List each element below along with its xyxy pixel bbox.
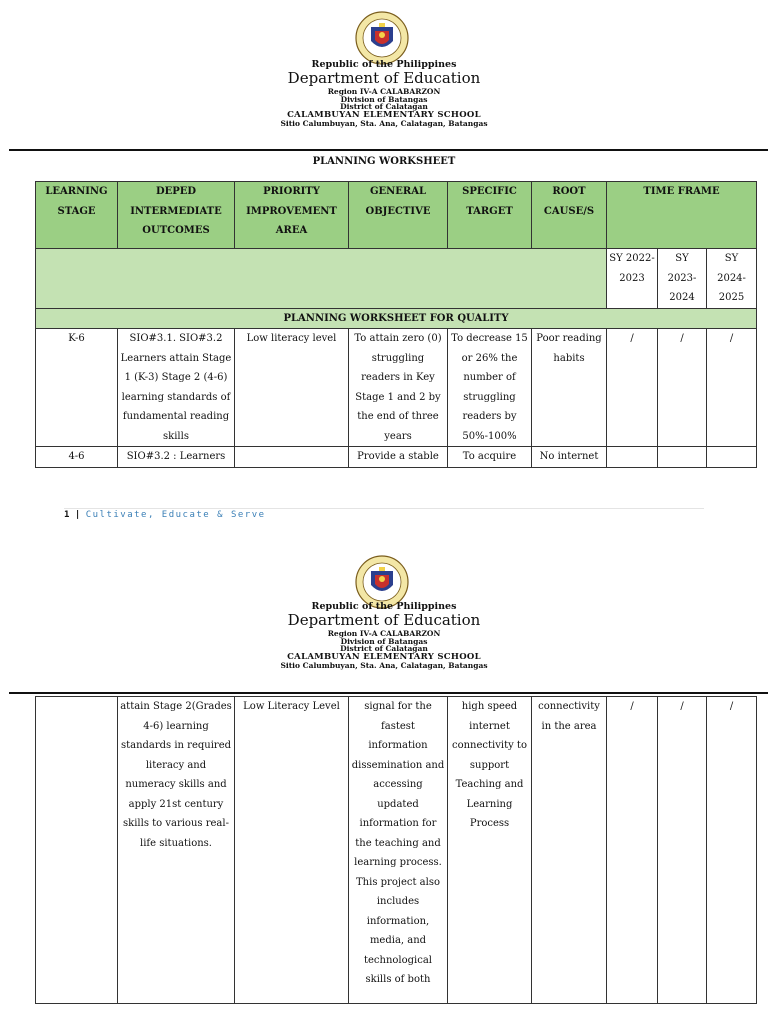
cell-stage: 4-6 [36,447,118,468]
republic-label: Republic of the Philippines [311,601,457,612]
header-sy-2024: SY 2024-2025 [707,249,757,309]
letterhead [0,602,768,670]
subheader-blank [36,249,607,309]
planning-table [35,181,757,468]
table-header-row [36,182,757,249]
header-root-cause: ROOT CAUSE/S [532,182,607,249]
page-number: 1 [64,510,70,520]
header-priority-area: PRIORITY IMPROVEMENT AREA [235,182,349,249]
cell-objective: signal for the fastest information dissemination and accessing updated information for the teaching and learning process. This project also includes information, media, and technological skills of both [349,697,448,1004]
cell-priority [235,447,349,468]
cell-objective: Provide a stable [349,447,448,468]
cell-target: To acquire [448,447,532,468]
region-label: Region IV-A CALABARZON [327,628,441,638]
department-title: Department of Education [287,610,481,629]
division-label: Division of Batangas [340,94,428,104]
cell-timeframe-3 [707,447,757,468]
header-deped-outcomes: DEPED INTERMEDIATE OUTCOMES [118,182,235,249]
cell-timeframe-1: / [607,697,658,1004]
cell-cause: No internet [532,447,607,468]
cell-outcome: SIO#3.2 : Learners [118,447,235,468]
header-rule [9,692,768,694]
header-specific-target: SPECIFIC TARGET [448,182,532,249]
cell-stage [36,697,118,1004]
cell-timeframe-3: / [707,329,757,447]
district-label: District of Calatagan [340,644,428,654]
school-address: Sitio Calumbuyan, Sta. Ana, Calatagan, Batangas [280,661,488,671]
footer-separator: | [74,510,81,520]
school-name: CALAMBUYAN ELEMENTARY SCHOOL [287,652,481,663]
cell-target: To decrease 15 or 26% the number of struggling readers by 50%-100% [448,329,532,447]
header-time-frame: TIME FRAME [607,182,757,249]
header-general-objective: GENERAL OBJECTIVE [349,182,448,249]
region-label: Region IV-A CALABARZON [327,86,441,96]
department-title: Department of Education [287,68,481,87]
school-address: Sitio Calumbuyan, Sta. Ana, Calatagan, Batangas [280,119,488,129]
cell-timeframe-1 [607,447,658,468]
header-rule [9,149,768,151]
republic-label: Republic of the Philippines [311,59,457,70]
cell-priority: Low Literacy Level [235,697,349,1004]
cell-outcome: SIO#3.1. SIO#3.2 Learners attain Stage 1 (K-3) Stage 2 (4-6) learning standards of fundamental reading skills [118,329,235,447]
header-sy-2022: SY 2022-2023 [607,249,658,309]
cell-outcome: attain Stage 2(Grades 4-6) learning standards in required literacy and numeracy skills and apply 21st century skills to various real-life situations. [118,697,235,1004]
district-label: District of Calatagan [340,102,428,112]
worksheet-title: PLANNING WORKSHEET [312,156,456,167]
cell-timeframe-2 [658,447,707,468]
footer-rule [64,508,704,509]
division-label: Division of Batangas [340,636,428,646]
school-name: CALAMBUYAN ELEMENTARY SCHOOL [287,110,481,121]
cell-timeframe-3: / [707,697,757,1004]
header-sy-2023: SY 2023-2024 [658,249,707,309]
cell-cause: Poor reading habits [532,329,607,447]
cell-target: high speed internet connectivity to support Teaching and Learning Process [448,697,532,1004]
cell-timeframe-2: / [658,329,707,447]
document-page-2 [0,540,768,1024]
section-title: PLANNING WORKSHEET FOR QUALITY [36,308,757,329]
cell-cause: connectivity in the area [532,697,607,1004]
page-footer [64,510,266,520]
deped-seal-logo [355,11,409,65]
section-row [36,308,757,329]
table-row [36,697,757,1004]
footer-motto: Cultivate, Educate & Serve [85,510,266,520]
cell-objective: To attain zero (0) struggling readers in Key Stage 1 and 2 by the end of three years [349,329,448,447]
table-row [36,329,757,447]
cell-timeframe-2: / [658,697,707,1004]
letterhead [0,60,768,128]
cell-stage: K-6 [36,329,118,447]
planning-table-continued [35,696,757,1004]
table-row [36,447,757,468]
cell-priority: Low literacy level [235,329,349,447]
table-subheader-row [36,249,757,309]
header-learning-stage: LEARNING STAGE [36,182,118,249]
cell-timeframe-1: / [607,329,658,447]
